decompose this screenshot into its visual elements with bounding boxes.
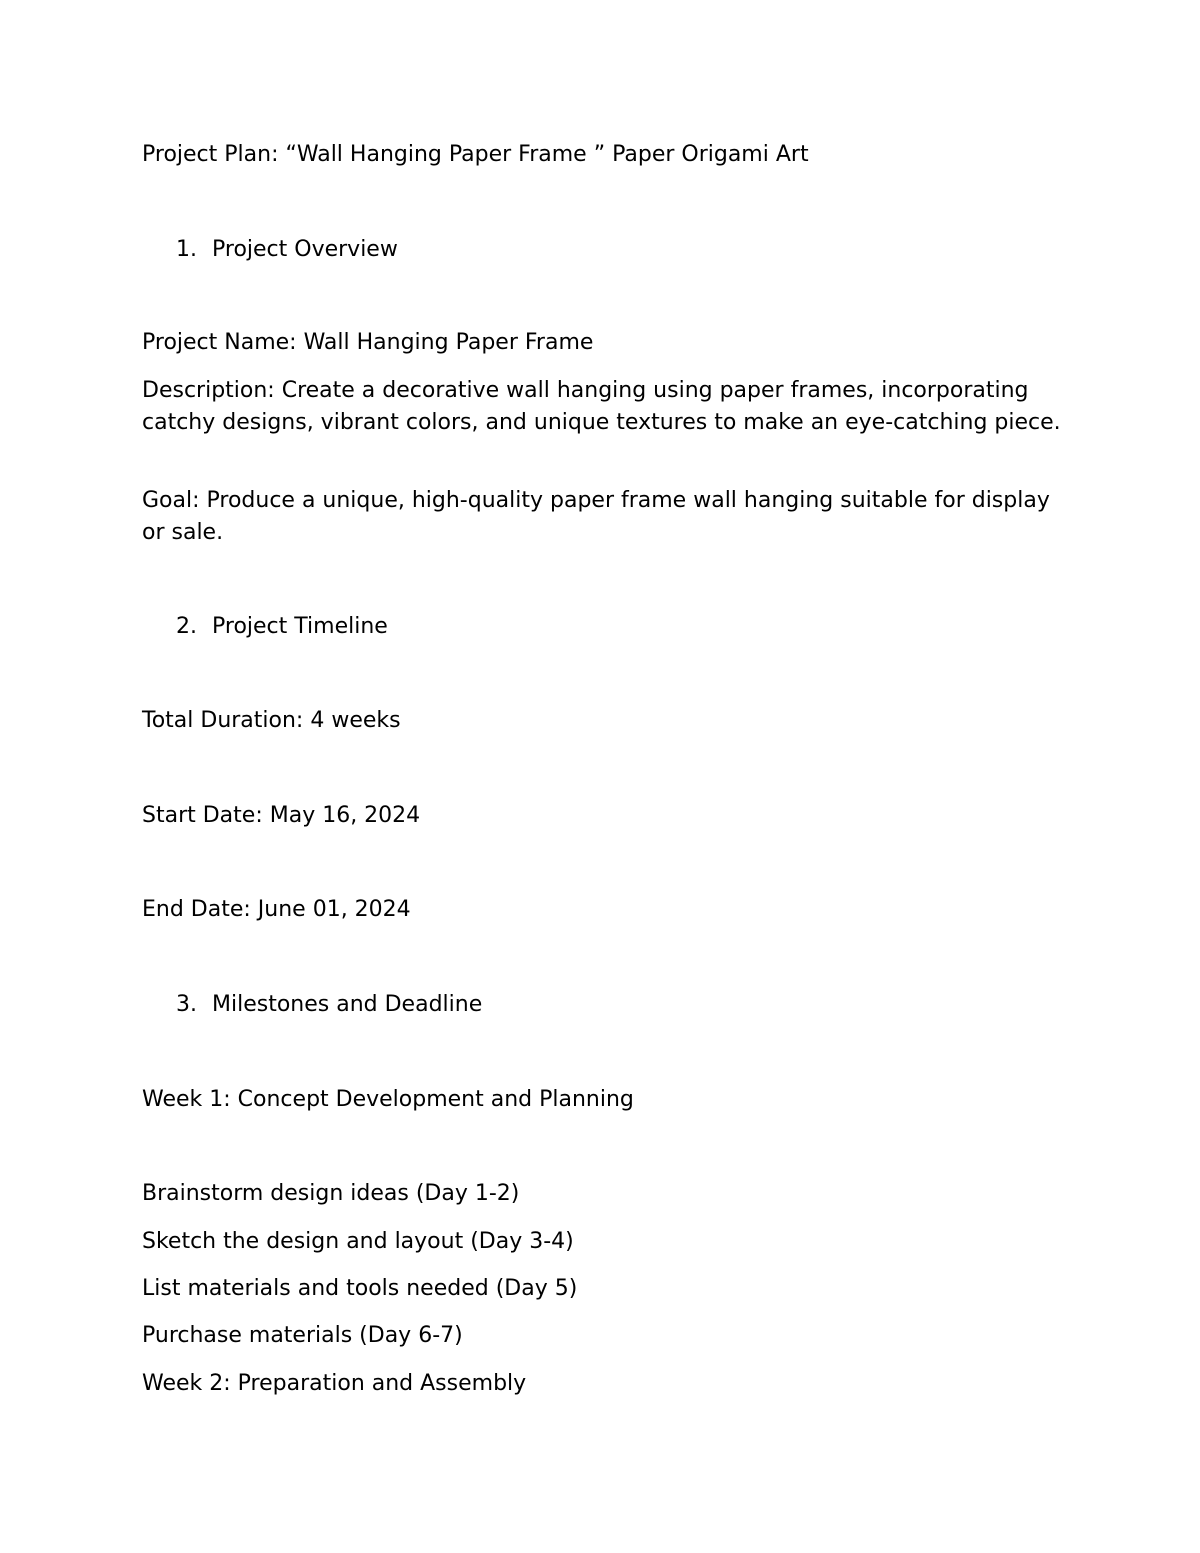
document-title: Project Plan: “Wall Hanging Paper Frame ” Paper Origami Art xyxy=(142,142,809,167)
start-date: Start Date: May 16, 2024 xyxy=(142,803,421,828)
section-heading-label: Milestones and Deadline xyxy=(212,992,483,1017)
list-item: Sketch the design and layout (Day 3-4) xyxy=(142,1229,574,1254)
section-heading-timeline xyxy=(176,611,388,643)
project-goal: Goal: Produce a unique, high-quality paper frame wall hanging suitable for display or sale. xyxy=(142,488,1050,545)
section-number: 2. xyxy=(176,614,197,639)
project-description: Description: Create a decorative wall hanging using paper frames, incorporating catchy designs, vibrant colors, and unique textures to make an eye-catching piece. xyxy=(142,378,1061,435)
project-name: Project Name: Wall Hanging Paper Frame xyxy=(142,330,594,355)
week2-heading: Week 2: Preparation and Assembly xyxy=(142,1371,527,1396)
list-item: Purchase materials (Day 6-7) xyxy=(142,1323,463,1348)
section-heading-label: Project Overview xyxy=(212,237,398,262)
section-number: 1. xyxy=(176,237,197,262)
section-heading-overview xyxy=(176,234,398,266)
end-date: End Date: June 01, 2024 xyxy=(142,897,411,922)
total-duration: Total Duration: 4 weeks xyxy=(142,708,401,733)
list-item: List materials and tools needed (Day 5) xyxy=(142,1276,578,1301)
section-heading-milestones xyxy=(176,989,482,1021)
week1-heading: Week 1: Concept Development and Planning xyxy=(142,1087,634,1112)
section-heading-label: Project Timeline xyxy=(212,614,388,639)
list-item: Brainstorm design ideas (Day 1-2) xyxy=(142,1181,520,1206)
section-number: 3. xyxy=(176,992,197,1017)
